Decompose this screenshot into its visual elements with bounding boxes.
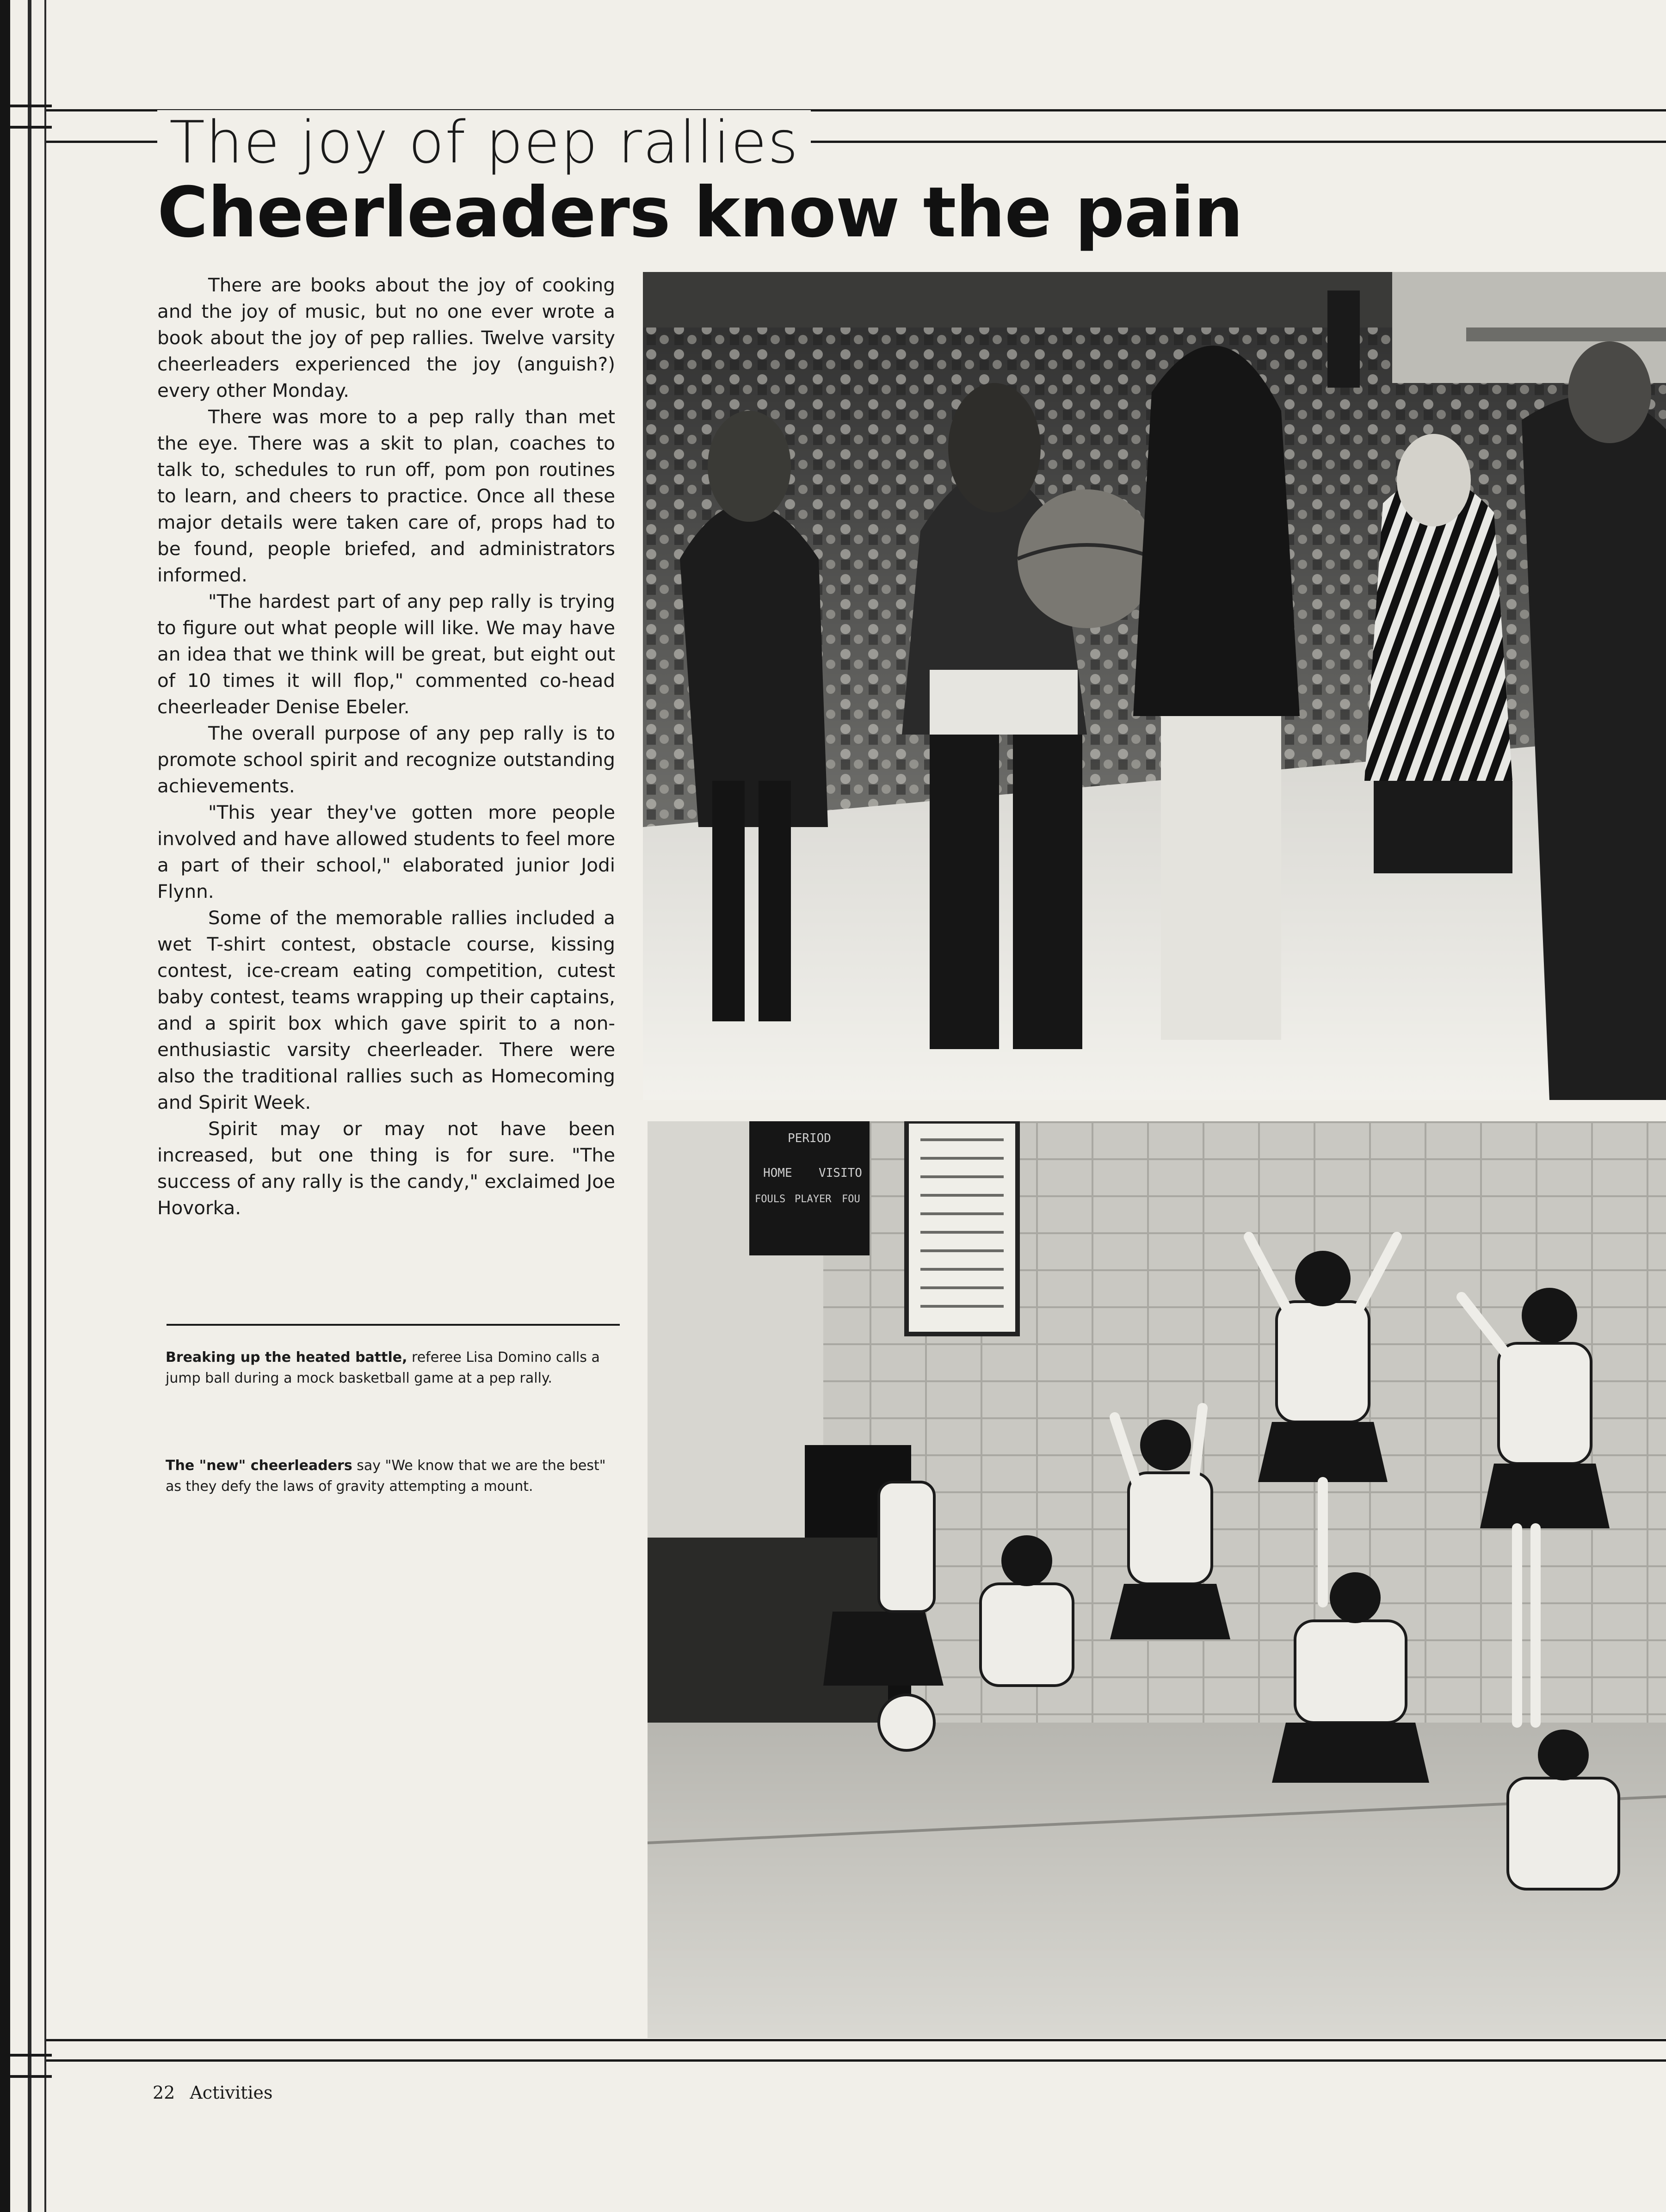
caption-lead: Breaking up the heated battle,	[166, 1349, 407, 1366]
page-folio	[153, 2082, 288, 2104]
scoreboard-fouls-2: FOU	[842, 1193, 860, 1205]
caption-top-photo	[166, 1347, 619, 1389]
paragraph: There was more to a pep rally than met the eye. There was a skit to plan, coaches to talk to, schedules to run off, pom pon routines to learn, and cheers to practice. Once all these major details were taken care of, props had to be found, people briefed, and administrators informed.	[157, 406, 615, 586]
bottom-rule	[46, 2039, 1666, 2041]
caption-text: referee Lisa Domino calls a jump ball during a mock basketball game at a pep rally.	[166, 1349, 600, 1386]
headline: Cheerleaders know the pain	[157, 173, 1243, 253]
paragraph: "This year they've gotten more people involved and have allowed students to feel more a part of their school," elaborated junior Jodi Flynn.	[157, 801, 615, 902]
caption-text: say "We know that we are the best" as they defy the laws of gravity attempting a mount.	[166, 1458, 606, 1495]
photo-illustration	[643, 272, 1666, 1100]
article-body	[157, 272, 615, 1221]
paragraph: Spirit may or may not have been increased, but one thing is for sure. "The success of any rally is the candy," exclaimed Joe Hovorka.	[157, 1118, 615, 1219]
caption-rule	[167, 1324, 620, 1326]
photo-cheerleader-mount	[648, 1121, 1666, 2038]
page-number: 22	[153, 2082, 175, 2103]
margin-line	[44, 0, 46, 2212]
binding-edge	[0, 0, 10, 2212]
section-name: Activities	[190, 2082, 273, 2103]
scoreboard-fouls: FOULS	[755, 1193, 786, 1205]
photo-illustration	[648, 1121, 1666, 2038]
margin-tick	[10, 126, 52, 129]
kicker-title: The joy of pep rallies	[157, 110, 811, 175]
scoreboard-period: PERIOD	[788, 1131, 831, 1145]
scoreboard-visitor: VISITO	[819, 1166, 862, 1180]
paragraph: The overall purpose of any pep rally is to promote school spirit and recognize outstanding achievements.	[157, 722, 615, 797]
paragraph: "The hardest part of any pep rally is trying to figure out what people will like. We may have an idea that we think will be great, but eight out of 10 times it will flop," commented co-head cheerleader Denise Ebeler.	[157, 590, 615, 718]
paragraph: There are books about the joy of cooking and the joy of music, but no one ever wrote a book about the joy of pep rallies. Twelve varsity cheerleaders experienced the joy (anguish?) every other Monday.	[157, 274, 615, 402]
margin-tick	[10, 2054, 52, 2057]
margin-tick	[10, 105, 52, 107]
scoreboard-player: PLAYER	[795, 1193, 832, 1205]
scoreboard-home: HOME	[763, 1166, 792, 1180]
caption-lead: The "new" cheerleaders	[166, 1458, 352, 1474]
caption-bottom-photo	[166, 1455, 619, 1497]
photo-mock-basketball-game	[643, 272, 1666, 1100]
margin-tick	[10, 2075, 52, 2078]
paragraph: Some of the memorable rallies included a wet T-shirt contest, obstacle course, kissing contest, ice-cream eating competition, cutest baby contest, teams wrapping up their captains, and a spirit box which gave spirit to a non-enthusiastic varsity cheerleader. There were also the traditional rallies such as Homecoming and Spirit Week.	[157, 907, 615, 1113]
bottom-rule-2	[46, 2059, 1666, 2062]
margin-line	[28, 0, 31, 2212]
